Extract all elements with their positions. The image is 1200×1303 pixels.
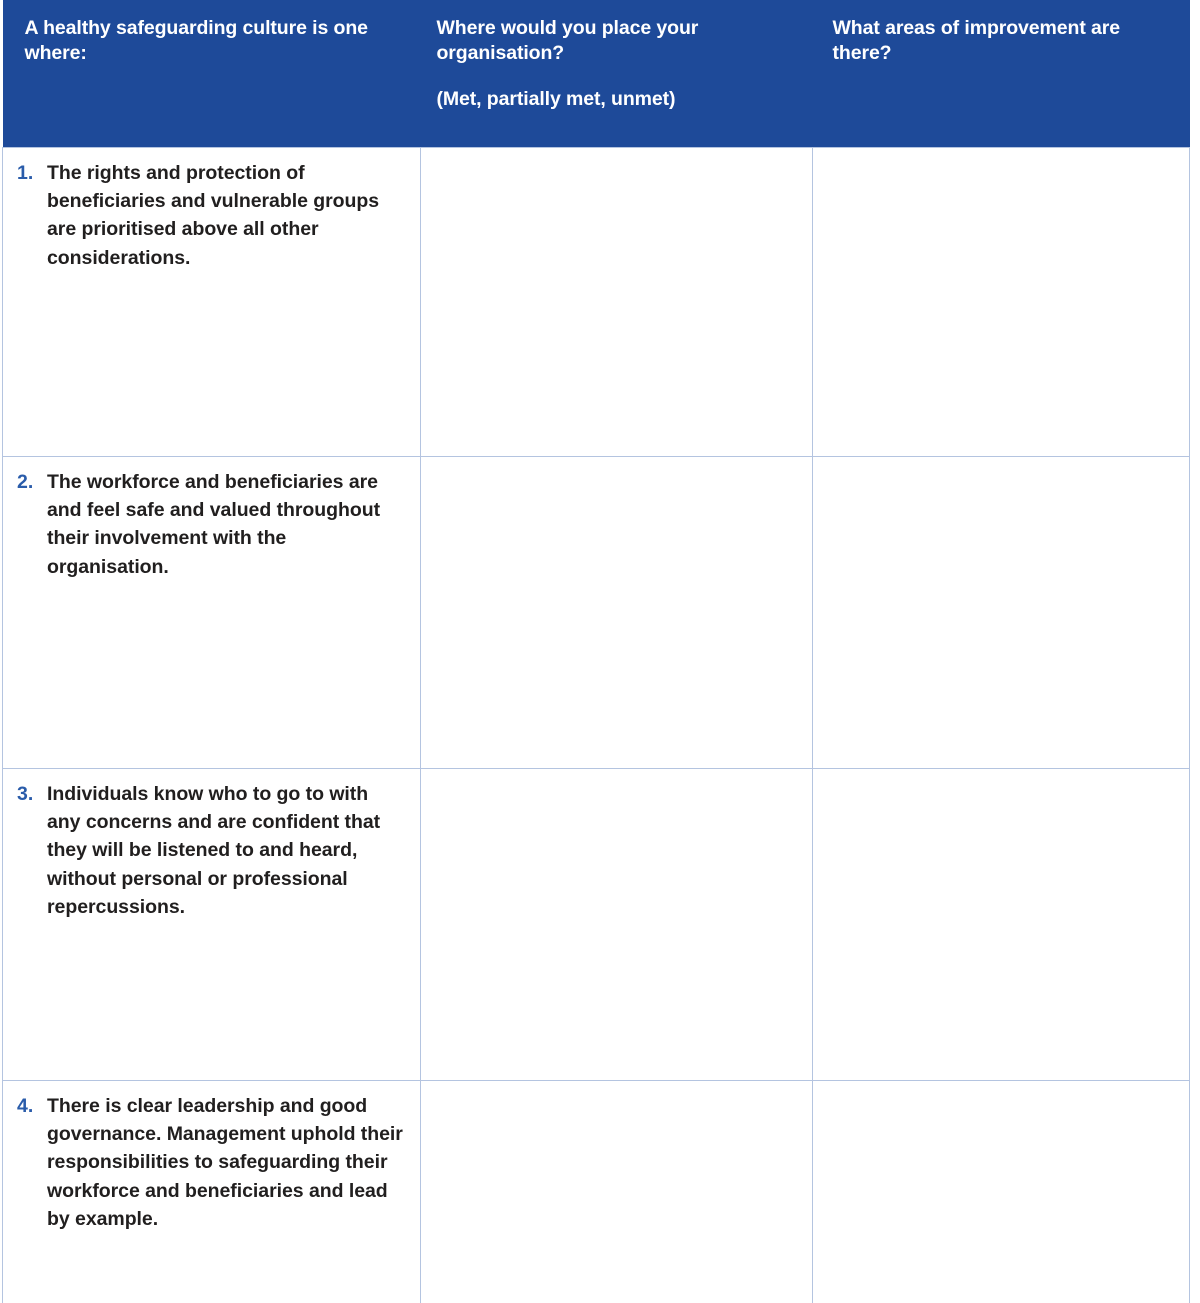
placement-answer-cell-2[interactable] xyxy=(421,456,813,768)
table-row xyxy=(3,768,1190,1080)
statement-number-2: 2. xyxy=(17,470,34,493)
statement-1 xyxy=(13,159,406,273)
statement-number-3: 3. xyxy=(17,782,34,805)
table-body xyxy=(3,147,1190,1303)
column-header-culture-statement-text: A healthy safeguarding culture is one where: xyxy=(24,17,368,65)
table-row xyxy=(3,147,1190,456)
column-header-placement xyxy=(421,0,813,147)
statement-text-1: The rights and protection of beneficiaries and vulnerable groups are prioritised above all other considerations. xyxy=(47,161,380,269)
statement-text-2: The workforce and beneficiaries are and feel safe and valued throughout their involvement with the organisation. xyxy=(47,470,381,578)
statement-cell-1 xyxy=(3,147,421,456)
table-header xyxy=(3,0,1190,147)
statement-2 xyxy=(13,468,406,582)
improvement-answer-text-1[interactable] xyxy=(827,158,1175,168)
table-row xyxy=(3,456,1190,768)
statement-3 xyxy=(13,780,406,922)
column-header-placement-question: Where would you place your organisation? xyxy=(436,17,699,65)
table-header-row xyxy=(3,0,1190,147)
improvement-answer-cell-4[interactable] xyxy=(813,1080,1190,1303)
placement-answer-text-1[interactable] xyxy=(435,158,798,168)
statement-cell-4 xyxy=(3,1080,421,1303)
table-row xyxy=(3,1080,1190,1303)
placement-answer-text-2[interactable] xyxy=(435,467,798,477)
statement-text-3: Individuals know who to go to with any concerns and are confident that they will be listened to and heard, without personal or professional repercussions. xyxy=(47,782,381,919)
placement-answer-cell-1[interactable] xyxy=(421,147,813,456)
improvement-answer-text-4[interactable] xyxy=(827,1091,1175,1101)
improvement-answer-cell-2[interactable] xyxy=(813,456,1190,768)
placement-answer-text-3[interactable] xyxy=(435,779,798,789)
improvement-answer-text-2[interactable] xyxy=(827,467,1175,477)
statement-cell-3 xyxy=(3,768,421,1080)
improvement-answer-text-3[interactable] xyxy=(827,779,1175,789)
improvement-answer-cell-1[interactable] xyxy=(813,147,1190,456)
statement-number-4: 4. xyxy=(17,1094,34,1117)
improvement-answer-cell-3[interactable] xyxy=(813,768,1190,1080)
safeguarding-assessment-table xyxy=(2,0,1190,1303)
placement-answer-text-4[interactable] xyxy=(435,1091,798,1101)
column-header-improvement-text: What areas of improvement are there? xyxy=(832,17,1121,65)
column-header-placement-scale: (Met, partially met, unmet) xyxy=(436,87,676,110)
statement-cell-2 xyxy=(3,456,421,768)
statement-text-4: There is clear leadership and good governance. Management uphold their responsibilities to safeguarding their workforce and beneficiaries and lead by example. xyxy=(47,1094,403,1231)
column-header-culture-statement xyxy=(3,0,421,147)
placement-answer-cell-3[interactable] xyxy=(421,768,813,1080)
placement-answer-cell-4[interactable] xyxy=(421,1080,813,1303)
statement-number-1: 1. xyxy=(17,161,34,184)
column-header-improvement xyxy=(813,0,1190,147)
statement-4 xyxy=(13,1092,406,1234)
